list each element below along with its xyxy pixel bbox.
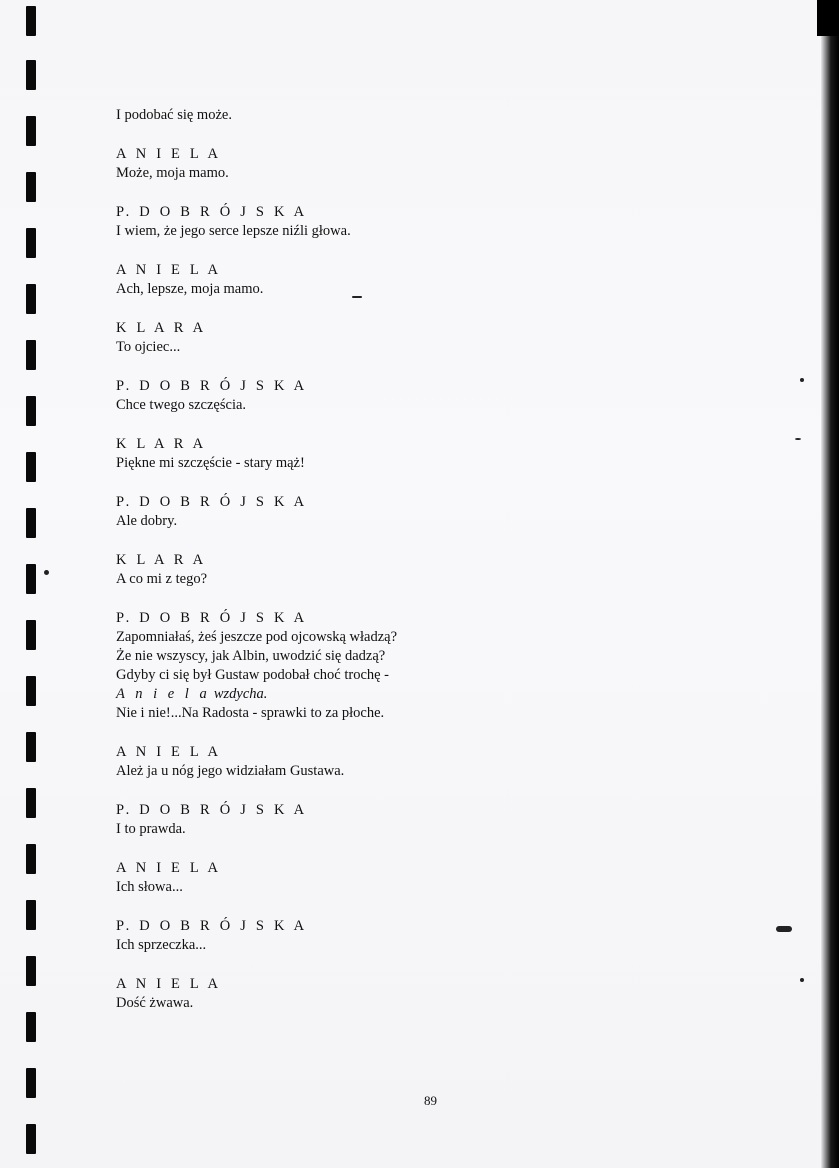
dialogue-line: Ale dobry. — [116, 513, 178, 529]
dialogue-line: A co mi z tego? — [116, 571, 208, 587]
dialogue-line: To ojciec... — [116, 339, 181, 355]
binding-holes — [26, 0, 38, 1168]
binding-hole — [26, 452, 36, 482]
binding-hole — [26, 900, 36, 930]
exchange — [116, 203, 756, 241]
page-number: 89 — [424, 1093, 437, 1108]
scan-speck — [44, 570, 49, 575]
binding-hole — [26, 676, 36, 706]
speaker-name: K L A R A — [116, 436, 207, 452]
exchange — [116, 261, 756, 299]
speaker-name: P. D O B R Ó J S K A — [116, 918, 308, 934]
speaker-name: P. D O B R Ó J S K A — [116, 378, 308, 394]
dialogue-line: I podobać się może. — [116, 107, 232, 123]
exchange — [116, 319, 756, 357]
dialogue-line: Ich sprzeczka... — [116, 937, 207, 953]
dialogue-line: Nie i nie!...Na Radosta - sprawki to za płoche. — [116, 705, 385, 721]
dialogue-line: Dość żwawa. — [116, 995, 194, 1011]
scan-speck — [795, 438, 801, 440]
exchange — [116, 145, 756, 183]
speaker-name: K L A R A — [116, 552, 207, 568]
dialogue-line: Że nie wszyscy, jak Albin, uwodzić się dadzą? — [116, 648, 386, 664]
exchange — [116, 975, 756, 1013]
scan-speck — [800, 378, 804, 382]
binding-hole — [26, 732, 36, 762]
exchange — [116, 377, 756, 415]
exchange — [116, 435, 756, 473]
dialogue-line: I to prawda. — [116, 821, 186, 837]
binding-hole — [26, 620, 36, 650]
exchange — [116, 743, 756, 781]
scan-speck — [776, 926, 792, 932]
binding-hole — [26, 284, 36, 314]
binding-hole — [26, 60, 36, 90]
dialogue-line: Ach, lepsze, moja mamo. — [116, 281, 264, 297]
speaker-name: A N I E L A — [116, 860, 222, 876]
exchange — [116, 859, 756, 897]
binding-hole — [26, 396, 36, 426]
binding-hole — [26, 172, 36, 202]
dialogue-line: Może, moja mamo. — [116, 165, 229, 181]
speaker-name: A N I E L A — [116, 976, 222, 992]
binding-hole — [26, 956, 36, 986]
exchange — [116, 917, 756, 955]
binding-hole — [26, 1068, 36, 1098]
scan-border-right — [821, 0, 839, 1168]
speaker-name: K L A R A — [116, 320, 207, 336]
dialogue-line: Gdyby ci się był Gustaw podobał choć trochę - — [116, 667, 390, 683]
binding-hole — [26, 844, 36, 874]
scan-speck — [800, 978, 804, 982]
dialogue-line: Ich słowa... — [116, 879, 183, 895]
speaker-name: A N I E L A — [116, 262, 222, 278]
binding-hole — [26, 1012, 36, 1042]
speaker-name: P. D O B R Ó J S K A — [116, 802, 308, 818]
dialogue-line: Chce twego szczęścia. — [116, 397, 247, 413]
speaker-name: A N I E L A — [116, 744, 222, 760]
speaker-name: P. D O B R Ó J S K A — [116, 610, 308, 626]
opening-block — [116, 106, 756, 125]
binding-hole — [26, 340, 36, 370]
dialogue-line: Ależ ja u nóg jego widziałam Gustawa. — [116, 763, 345, 779]
binding-hole — [26, 1124, 36, 1154]
speaker-name: P. D O B R Ó J S K A — [116, 204, 308, 220]
exchange — [116, 493, 756, 531]
binding-hole — [26, 508, 36, 538]
exchange — [116, 609, 756, 723]
scan-border-corner — [817, 0, 839, 36]
binding-hole — [26, 6, 36, 36]
stage-direction — [116, 685, 756, 704]
dialogue-line: I wiem, że jego serce lepsze niźli głowa. — [116, 223, 351, 239]
speaker-name: A N I E L A — [116, 146, 222, 162]
stage-direction-character: A n i e l a — [116, 686, 211, 702]
dialogue-line: Zapomniałaś, żeś jeszcze pod ojcowską władzą? — [116, 629, 398, 645]
stage-direction-action: wzdycha. — [213, 686, 268, 702]
speaker-name: P. D O B R Ó J S K A — [116, 494, 308, 510]
script-text — [116, 106, 756, 1033]
dialogue-line: Piękne mi szczęście - stary mąż! — [116, 455, 305, 471]
binding-hole — [26, 564, 36, 594]
exchange — [116, 551, 756, 589]
binding-hole — [26, 788, 36, 818]
binding-hole — [26, 116, 36, 146]
binding-hole — [26, 228, 36, 258]
exchange — [116, 801, 756, 839]
